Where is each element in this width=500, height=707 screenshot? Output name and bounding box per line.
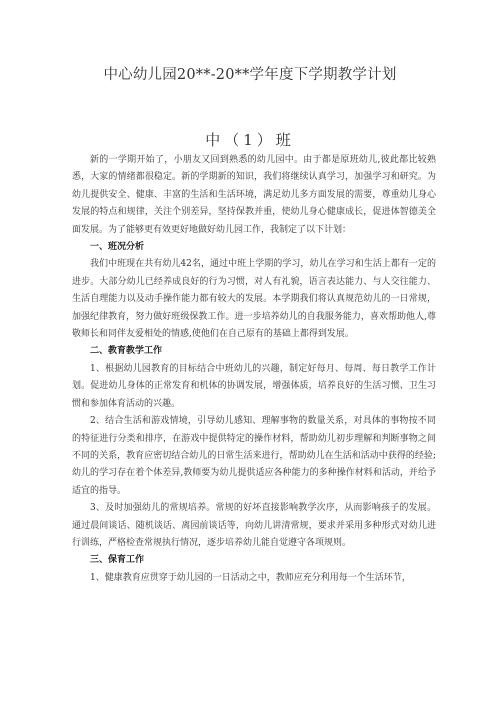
class-title: 中（1）班 <box>205 131 295 149</box>
section-heading: 三、保育工作 <box>90 555 145 566</box>
document-title: 中心幼儿园20**-20**学年度下学期教学计划 <box>103 67 397 83</box>
intro-paragraph: 新的一学期开始了，小朋友又回到熟悉的幼儿园中。由于都是原班幼儿,彼此都比较熟悉，大家的情绪都很稳定。新的学期新的知识，我们将继续认真学习，加强学习和研究。为幼儿提供安全、健康、丰富的生活和生活环境，满足幼儿多方面发展的需要，尊重幼儿身心发展的特点和规律，关注个别差异，坚持保教并重，使幼儿身心健康成长，促进体智德美全面发展。为了能够更有效更好地做好幼儿园工作，我制定了以下计划： <box>72 155 436 235</box>
paragraph: 我们中班现在共有幼儿42名，通过中班上学期的学习，幼儿在学习和生活上都有一定的进步。大部分幼儿已经养成良好的行为习惯，对人有礼貌，语言表达能力、与人交往能力、生活自理能力以及动手操作能力都有较大的发展。本学期我们将认真规范幼儿的一日常规，加强纪律教育，努力做好班级保教工作。进一步培养幼儿的自我服务能力，喜欢帮助他人,尊敬师长和同伴友爱相处的情感,使他们在自己原有的基础上都得到发展。 <box>72 259 436 340</box>
paragraph: 2、结合生活和游戏情境，引导幼儿感知、理解事物的数量关系，对具体的事物按不同的特征进行分类和排序，在游戏中提供特定的操作材料，帮助幼儿初步理解和判断事物之间不同的关系，教育应密切结合幼儿的日常生活来进行，帮助幼儿在生活和活动中获得的经验;幼儿的学习存在着个体差异,教师要为幼儿提供适应各种能力的多种操作材料和活动，并给予适宜的指导。 <box>72 416 436 496</box>
section-heading: 二、教育教学工作 <box>90 346 163 357</box>
document-body <box>72 152 436 587</box>
section-heading: 一、班况分析 <box>90 242 145 253</box>
paragraph: 3、及时加强幼儿的常规培养。常规的好坏直接影响教学次序，从而影响孩子的发展。通过晨间谈话、随机谈话、离园前谈话等，向幼儿讲清常规，要求并采用多种形式对幼儿进行训练，严格检查常规执行情况，逐步培养幼儿能自觉遵守各项规则。 <box>72 503 436 548</box>
paragraph: 1、根据幼儿园教育的目标结合中班幼儿的兴趣，制定好每月、每周、每日教学工作计划。促进幼儿身体的正常发育和机体的协调发展，增强体质，培养良好的生活习惯、卫生习惯和参加体育活动的兴趣。 <box>72 363 436 409</box>
paragraph: 1、健康教育应贯穿于幼儿园的一日活动之中，教师应充分利用每一个生活环节， <box>90 572 411 583</box>
